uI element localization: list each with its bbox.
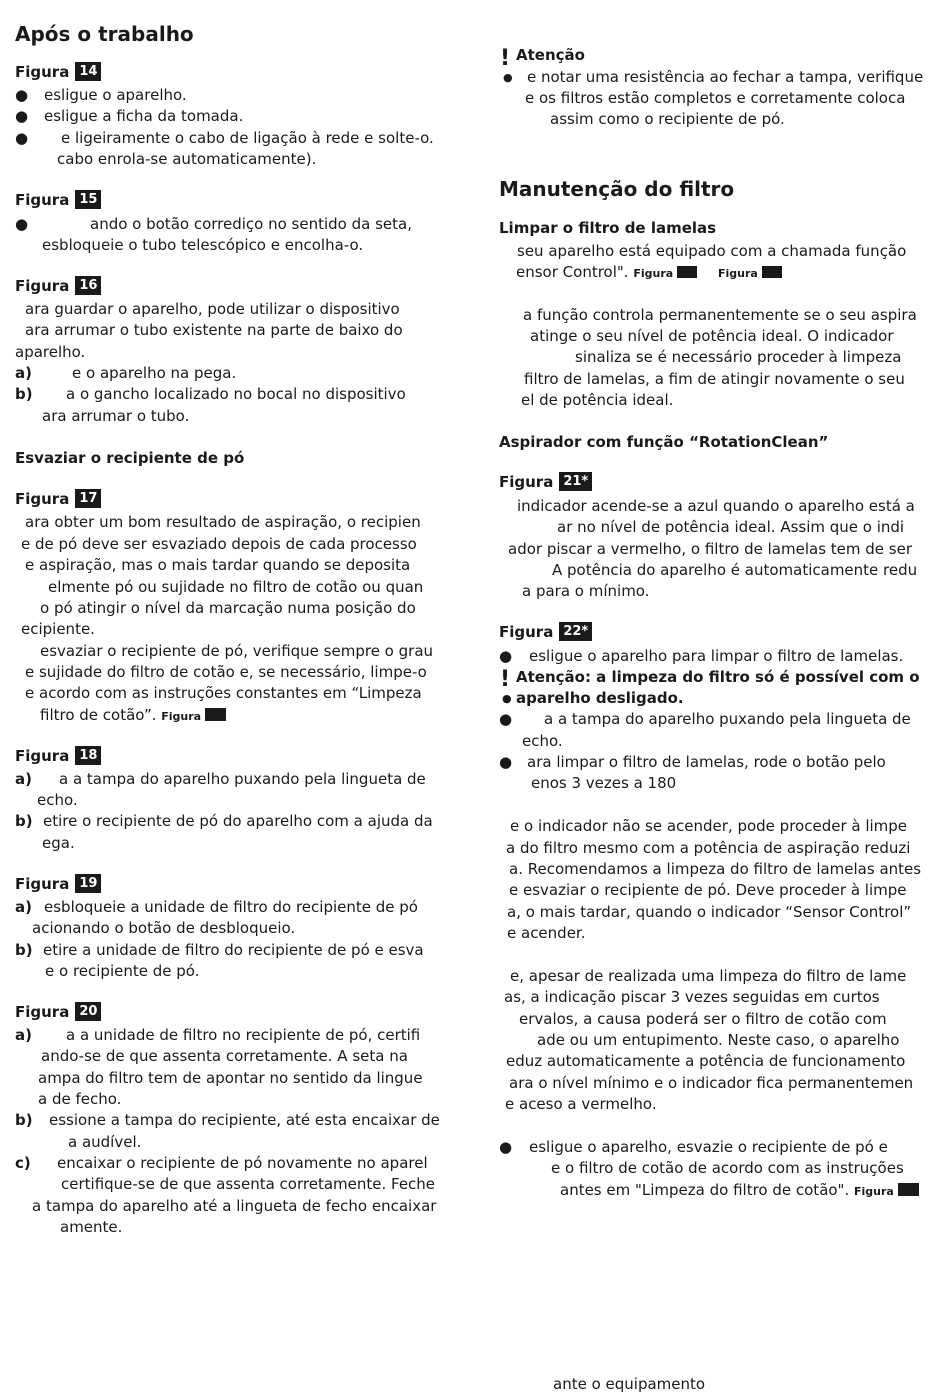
figure-ref: Figura [633, 267, 674, 280]
step-label: a) [15, 770, 32, 788]
figure-word: Figura [15, 875, 70, 893]
step-text: ando o botão corrediço no sentido da seta, [90, 215, 412, 233]
step-text: e o recipiente de pó. [45, 962, 200, 980]
paragraph-line: el de potência ideal. [521, 391, 674, 409]
step-label: a) [15, 898, 32, 916]
paragraph-line: ara arrumar o tubo existente na parte de baixo do [25, 321, 403, 339]
bullet: ● [15, 86, 29, 104]
step-text: esbloqueie o tubo telescópico e encolha-o. [42, 236, 364, 254]
figure-number: 16 [75, 276, 101, 295]
paragraph-line: e de pó deve ser esvaziado depois de cada processo [21, 535, 417, 553]
paragraph-line: a, o mais tardar, quando o indicador “Sensor Control” [507, 903, 912, 921]
figure-19-label [15, 874, 101, 893]
step-text-part: antes em "Limpeza do filtro de cotão". [560, 1181, 850, 1199]
figure-word: Figura [15, 1003, 70, 1021]
bullet: ● [502, 692, 512, 705]
figure-word: Figura [15, 490, 70, 508]
figure-number: 15 [75, 190, 101, 209]
paragraph-line: ador piscar a vermelho, o filtro de lamelas tem de ser [508, 540, 913, 558]
paragraph-line: e, apesar de realizada uma limpeza do filtro de lame [510, 967, 907, 985]
step-text: ara arrumar o tubo. [42, 407, 190, 425]
figure-15-label [15, 190, 101, 209]
paragraph-line: eduz automaticamente a potência de funcionamento [506, 1052, 906, 1070]
step-text: a tampa do aparelho até a lingueta de fecho encaixar [32, 1197, 437, 1215]
step-text: e o filtro de cotão de acordo com as instruções [551, 1159, 904, 1177]
figure-ref-box [898, 1183, 919, 1196]
paragraph-line: indicador acende-se a azul quando o aparelho está a [517, 497, 915, 515]
figure-ref: Figura [854, 1185, 894, 1198]
bullet: ● [499, 647, 513, 665]
step-text: ara limpar o filtro de lamelas, rode o botão pelo [527, 753, 886, 771]
figure-number: 17 [75, 489, 101, 508]
bullet: ● [499, 753, 513, 771]
paragraph-line: ade ou um entupimento. Neste caso, o aparelho [537, 1031, 900, 1049]
step-text: esligue o aparelho para limpar o filtro de lamelas. [529, 647, 904, 665]
figure-18-label [15, 746, 101, 765]
figure-number: 21* [559, 472, 592, 491]
paragraph-line: ar no nível de potência ideal. Assim que o indi [557, 518, 905, 536]
step-text: etire a unidade de filtro do recipiente de pó e esva [43, 941, 424, 959]
step-text [560, 1180, 919, 1202]
paragraph-line: A potência do aparelho é automaticamente redu [552, 561, 918, 579]
paragraph-line: e acender. [507, 924, 586, 942]
paragraph-line: ecipiente. [21, 620, 95, 638]
paragraph-line: a para o mínimo. [522, 582, 650, 600]
figure-ref-box [762, 266, 782, 278]
step-label: b) [15, 385, 33, 403]
paragraph-line: atinge o seu nível de potência ideal. O indicador [530, 327, 894, 345]
attention-line: e notar uma resistência ao fechar a tampa, verifique [527, 68, 924, 86]
warning-line: aparelho desligado. [516, 689, 684, 707]
figure-22-label [499, 622, 592, 641]
step-text: a a tampa do aparelho puxando pela lingueta de [59, 770, 426, 788]
bullet: ● [15, 129, 29, 147]
paragraph-text: filtro de cotão”. [40, 706, 157, 724]
figure-word: Figura [15, 191, 70, 209]
paragraph-line: e aceso a vermelho. [505, 1095, 657, 1113]
paragraph-line: esvaziar o recipiente de pó, verifique sempre o grau [40, 642, 434, 660]
step-text: certifique-se de que assenta corretamente. Feche [61, 1175, 436, 1193]
step-text: esligue o aparelho. [44, 86, 187, 104]
paragraph-line: ara guardar o aparelho, pode utilizar o dispositivo [25, 300, 400, 318]
figure-16-label [15, 276, 101, 295]
figure-number: 14 [75, 62, 101, 81]
step-label: c) [15, 1154, 31, 1172]
step-text: e ligeiramente o cabo de ligação à rede e solte-o. [61, 129, 434, 147]
paragraph-line: o pó atingir o nível da marcação numa posição do [40, 599, 416, 617]
paragraph-line: e acordo com as instruções constantes em “Limpeza [25, 684, 422, 702]
step-text: etire o recipiente de pó do aparelho com a ajuda da [43, 812, 433, 830]
step-text: amente. [60, 1218, 123, 1236]
step-label: a) [15, 364, 32, 382]
step-text: a audível. [68, 1133, 142, 1151]
paragraph-line: seu aparelho está equipado com a chamada função [517, 242, 907, 260]
paragraph-line [516, 262, 782, 284]
warning-icon: ! [500, 667, 511, 692]
attention-title: Atenção [516, 46, 585, 64]
step-text: esligue a ficha da tomada. [44, 107, 244, 125]
figure-number: 18 [75, 746, 101, 765]
paragraph-line: a do filtro mesmo com a potência de aspiração reduzi [506, 839, 911, 857]
paragraph-line: sinaliza se é necessário proceder à limpeza [575, 348, 902, 366]
paragraph-line: e aspiração, mas o mais tardar quando se deposita [25, 556, 411, 574]
step-text: a o gancho localizado no bocal no dispositivo [66, 385, 406, 403]
paragraph-line: elmente pó ou sujidade no filtro de cotão ou quan [48, 578, 424, 596]
step-text: a a tampa do aparelho puxando pela lingueta de [544, 710, 911, 728]
figure-word: Figura [15, 63, 70, 81]
figure-17-label [15, 489, 101, 508]
step-label: b) [15, 812, 33, 830]
step-text: e o aparelho na pega. [72, 364, 237, 382]
step-text: ega. [42, 834, 75, 852]
step-text: acionando o botão de desbloqueio. [32, 919, 296, 937]
figure-word: Figura [15, 747, 70, 765]
figure-20-label [15, 1002, 101, 1021]
step-text: ando-se de que assenta corretamente. A seta na [41, 1047, 408, 1065]
attention-line: e os filtros estão completos e corretamente coloca [525, 89, 906, 107]
subheading-clean-lamella-filter: Limpar o filtro de lamelas [499, 219, 717, 237]
step-text: esbloqueie a unidade de filtro do recipiente de pó [44, 898, 418, 916]
figure-ref-box [205, 708, 226, 721]
figure-number: 19 [75, 874, 101, 893]
paragraph-line: as, a indicação piscar 3 vezes seguidas em curtos [504, 988, 880, 1006]
subheading-empty-container: Esvaziar o recipiente de pó [15, 449, 245, 467]
subheading-rotationclean: Aspirador com função “RotationClean” [499, 433, 829, 451]
figure-number: 22* [559, 622, 592, 641]
figure-ref: Figura [161, 710, 202, 723]
figure-word: Figura [15, 277, 70, 295]
paragraph-text: ensor Control". [516, 263, 629, 281]
step-text: enos 3 vezes a 180 [531, 774, 677, 792]
heading-filter-maintenance: Manutenção do filtro [499, 177, 735, 201]
figure-ref-box [677, 266, 697, 278]
step-text: a de fecho. [38, 1090, 122, 1108]
bullet: ● [15, 107, 29, 125]
step-text: echo. [522, 732, 563, 750]
figure-word: Figura [499, 623, 554, 641]
step-text: encaixar o recipiente de pó novamente no aparel [57, 1154, 428, 1172]
step-label: b) [15, 941, 33, 959]
figure-21-label [499, 472, 592, 491]
figure-number: 20 [75, 1002, 101, 1021]
step-text: echo. [37, 791, 78, 809]
paragraph-line: ara obter um bom resultado de aspiração, o recipien [25, 513, 421, 531]
step-text: ampa do filtro tem de apontar no sentido da lingue [38, 1069, 423, 1087]
paragraph-line: filtro de lamelas, a fim de atingir novamente o seu [524, 370, 905, 388]
paragraph-line: ara o nível mínimo e o indicador fica permanentemen [509, 1074, 914, 1092]
step-text: esligue o aparelho, esvazie o recipiente de pó e [529, 1138, 888, 1156]
figure-ref: Figura [717, 267, 758, 280]
figure-word: Figura [499, 473, 554, 491]
step-text: essione a tampa do recipiente, até esta encaixar de [49, 1111, 440, 1129]
paragraph-line: a função controla permanentemente se o seu aspira [523, 306, 917, 324]
page-footer: ante o equipamento [553, 1375, 706, 1393]
paragraph-line: e o indicador não se acender, pode proceder à limpe [510, 817, 908, 835]
warning-line: Atenção: a limpeza do filtro só é possível com o [516, 668, 920, 686]
bullet: ● [499, 1138, 513, 1156]
paragraph-line: aparelho. [15, 343, 86, 361]
paragraph-line: e esvaziar o recipiente de pó. Deve proceder à limpe [509, 881, 907, 899]
paragraph-line: a. Recomendamos a limpeza do filtro de lamelas antes [509, 860, 922, 878]
bullet: ● [15, 215, 29, 233]
step-label: b) [15, 1111, 33, 1129]
bullet: ● [499, 710, 513, 728]
figure-14-label [15, 62, 101, 81]
attention-line: assim como o recipiente de pó. [550, 110, 785, 128]
paragraph-line: e sujidade do filtro de cotão e, se necessário, limpe-o [25, 663, 427, 681]
step-text: cabo enrola-se automaticamente). [57, 150, 317, 168]
bullet: ● [503, 71, 513, 84]
warning-icon: ! [500, 46, 511, 71]
step-label: a) [15, 1026, 32, 1044]
paragraph-line [40, 705, 226, 727]
heading-after-work: Após o trabalho [15, 22, 194, 46]
paragraph-line: ervalos, a causa poderá ser o filtro de cotão com [519, 1010, 887, 1028]
step-text: a a unidade de filtro no recipiente de pó, certifi [66, 1026, 421, 1044]
